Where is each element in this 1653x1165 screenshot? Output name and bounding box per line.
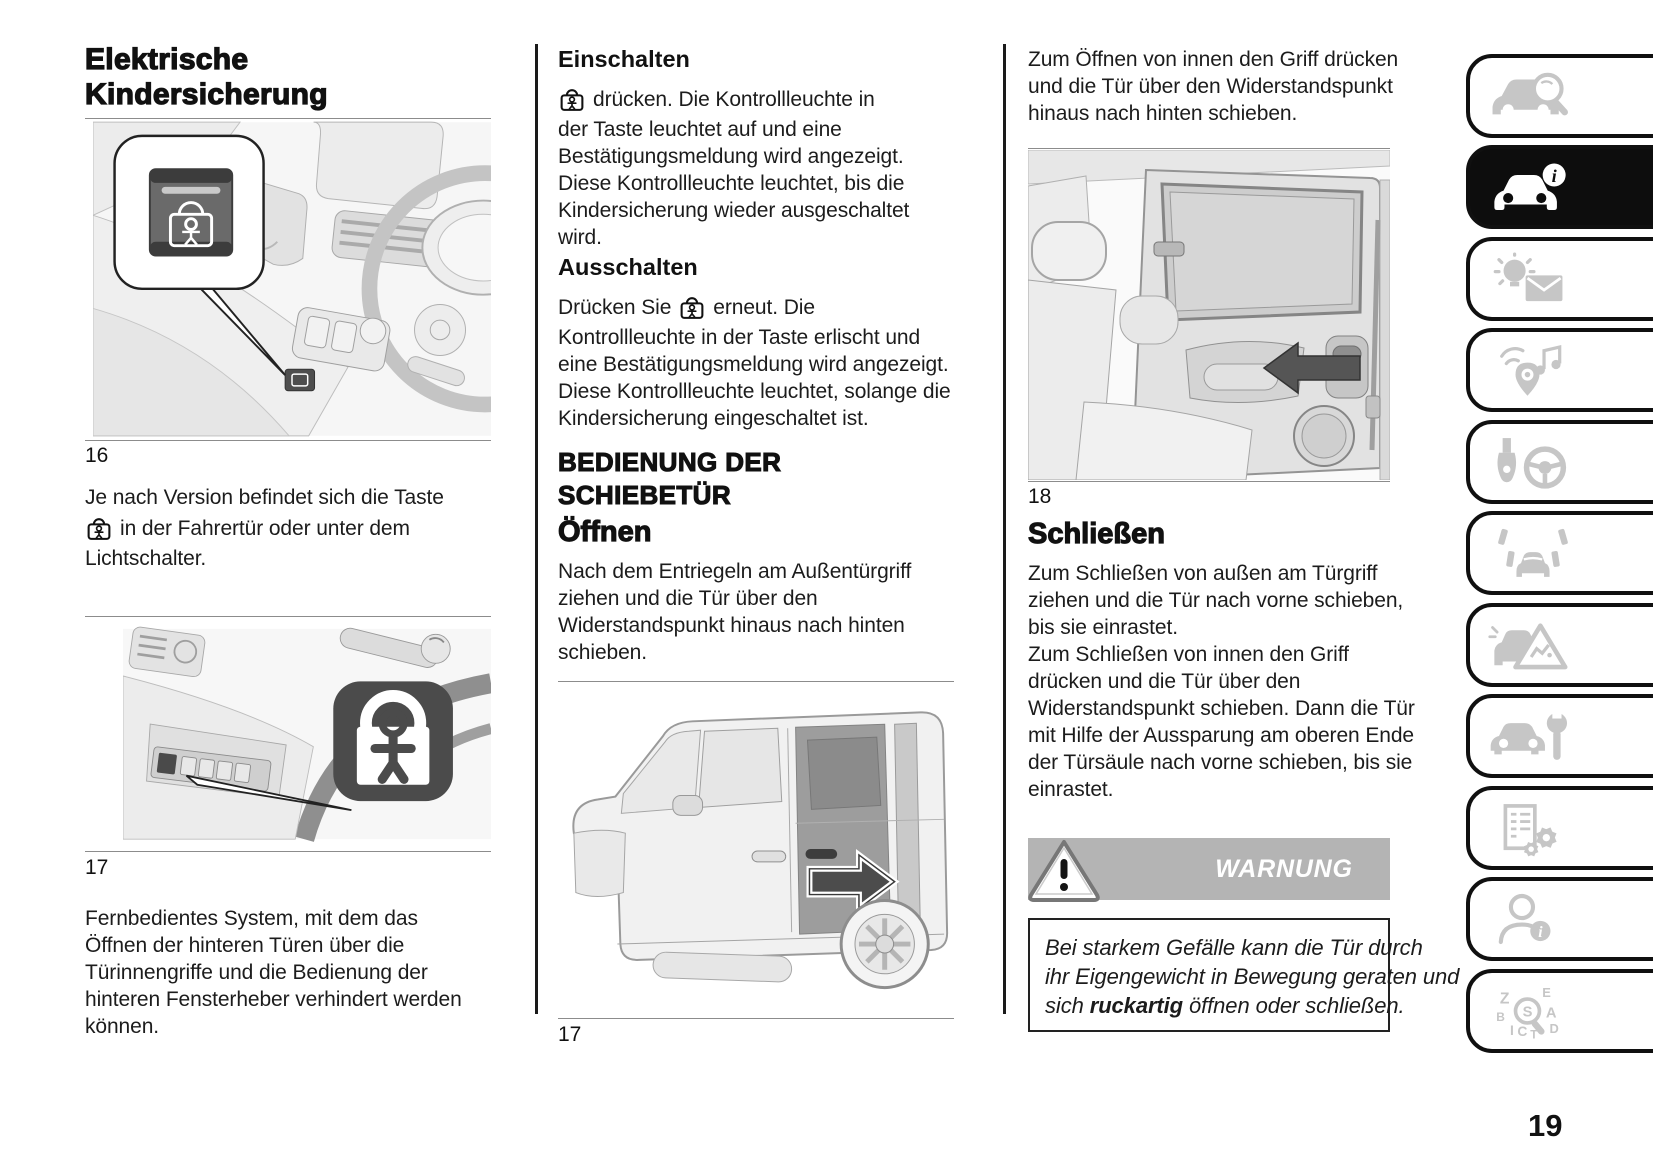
einschalten-paragraph: drücken. Die Kontrollleuchte in der Taste leuchtet auf und eine Bestätigungsmeldung wird angezeigt. Diese Kontrollleuchte leuchtet, bis die Kindersicherung wieder ausgeschaltet wird. xyxy=(558,82,958,251)
ausschalten-paragraph: Drücken Sie erneut. Die Kontrollleuchte in der Taste erlischt und eine Bestätigungsmeldung wird angezeigt. Diese Kontrollleuchte leuchtet, solange die Kindersicherung eingeschaltet ist. xyxy=(558,290,958,432)
svg-text:B: B xyxy=(1496,1010,1505,1025)
figure-rule xyxy=(85,851,491,852)
figure-rule xyxy=(1028,148,1390,149)
heading-oeffnen: Öffnen xyxy=(558,516,652,548)
figure-17-label: 17 xyxy=(85,856,109,879)
figure-17-van-label: 17 xyxy=(558,1023,582,1046)
sidebar-tab-key-driving[interactable] xyxy=(1466,420,1653,504)
figure-rule xyxy=(558,681,954,682)
sidebar-tab-infotainment[interactable] xyxy=(1466,328,1653,412)
figure-rule xyxy=(85,440,491,441)
svg-text:A: A xyxy=(1545,1005,1557,1022)
sidebar-tab-alphabetical-index[interactable] xyxy=(1466,969,1653,1053)
letters-magnifier-icon xyxy=(1487,979,1579,1043)
page-title: Elektrische Kindersicherung xyxy=(85,43,328,111)
car-magnifier-icon xyxy=(1487,64,1579,128)
figure-17-van xyxy=(558,683,954,1018)
heading-einschalten: Einschalten xyxy=(558,46,690,72)
bulb-envelope-icon xyxy=(1487,247,1579,311)
warning-banner-label: WARNUNG xyxy=(1215,854,1353,883)
child-lock-button-icon xyxy=(85,514,113,542)
figure-16-label: 16 xyxy=(85,444,109,467)
section-heading-schiebetuer: BEDIENUNG DER SCHIEBETÜR xyxy=(558,447,782,510)
svg-text:C: C xyxy=(1517,1023,1528,1039)
left-paragraph-1: Je nach Version befindet sich die Taste in der Fahrertür oder unter dem Lichtschalter. xyxy=(85,486,444,570)
figure-16 xyxy=(93,120,491,438)
sidebar-tab-customer-information[interactable] xyxy=(1466,877,1653,961)
car-info-icon xyxy=(1487,155,1579,219)
warning-triangle-icon xyxy=(1026,834,1102,902)
left-paragraph-2: Fernbedientes System, mit dem das Öffnen der hinteren Türen über die Türinnengriffe und die Bedienung der hinteren Fensterheber verhindert werden können. xyxy=(85,907,462,1038)
sidebar-tab-driver-assistance[interactable] xyxy=(1466,511,1653,595)
car-lane-icon xyxy=(1487,521,1579,585)
svg-text:I: I xyxy=(1510,1022,1514,1038)
svg-text:S: S xyxy=(1522,1004,1533,1021)
sidebar-tab-lights-messages[interactable] xyxy=(1466,237,1653,321)
door-switch-illustration xyxy=(93,120,491,438)
key-steering-wheel-icon xyxy=(1487,430,1579,494)
figure-rule xyxy=(85,118,491,119)
svg-text:T: T xyxy=(1530,1027,1538,1042)
svg-text:i: i xyxy=(1551,165,1557,186)
sidebar-tab-emergency[interactable] xyxy=(1466,603,1653,687)
figure-18 xyxy=(1028,150,1390,480)
list-gears-icon xyxy=(1487,796,1579,860)
sidebar-tab-vehicle-info[interactable] xyxy=(1466,145,1653,229)
warning-emphasis: ruckartig xyxy=(1089,993,1183,1018)
svg-text:i: i xyxy=(1538,923,1543,941)
heading-ausschalten: Ausschalten xyxy=(558,254,698,280)
child-lock-button-icon xyxy=(678,293,706,321)
car-wrench-icon xyxy=(1487,704,1579,768)
interior-sliding-door-illustration xyxy=(1028,150,1390,480)
figure-rule xyxy=(558,1018,954,1019)
person-info-icon xyxy=(1487,887,1579,951)
right-paragraph-top: Zum Öffnen von innen den Griff drücken und die Tür über den Widerstandspunkt hinaus nach hinten schieben. xyxy=(1028,48,1399,125)
warning-text-box: Bei starkem Gefälle kann die Tür durch ihr Eigengewicht in Bewegung geraten und sich ruckartig öffnen oder schließen. xyxy=(1028,918,1390,1032)
schliessen-paragraph: Zum Schließen von außen am Türgriff ziehen und die Tür nach vorne schieben, bis sie einrastet. Zum Schließen von innen den Griff drücken und die Tür über den Widerstandspunkt schieben. Dann die Tür mit Hilfe der Aussparung am oberen Ende der Türsäule nach vorne schieben, bis sie einrastet. xyxy=(1028,562,1415,801)
figure-17-dashboard xyxy=(123,618,491,850)
figure-18-label: 18 xyxy=(1028,485,1052,508)
column-divider xyxy=(1003,44,1006,1014)
heading-schliessen: Schließen xyxy=(1028,518,1165,550)
child-lock-button-icon xyxy=(558,85,586,113)
dashboard-switch-illustration xyxy=(123,618,491,850)
wifi-music-pin-icon xyxy=(1487,338,1579,402)
page-number: 19 xyxy=(1528,1108,1563,1143)
svg-text:E: E xyxy=(1542,985,1551,1001)
figure-rule xyxy=(85,616,491,617)
svg-text:Z: Z xyxy=(1499,990,1510,1008)
van-sliding-door-illustration xyxy=(558,683,954,1018)
sidebar-tab-technical-data[interactable] xyxy=(1466,786,1653,870)
car-warning-triangle-icon xyxy=(1487,613,1579,677)
column-divider xyxy=(535,44,538,1014)
figure-rule xyxy=(1028,481,1390,482)
sidebar-tab-vehicle-search[interactable] xyxy=(1466,54,1653,138)
oeffnen-paragraph: Nach dem Entriegeln am Außentürgriff ziehen und die Tür über den Widerstandspunkt hinaus nach hinten schieben. xyxy=(558,560,912,664)
sidebar-tab-service-maintenance[interactable] xyxy=(1466,694,1653,778)
svg-text:D: D xyxy=(1549,1021,1559,1037)
